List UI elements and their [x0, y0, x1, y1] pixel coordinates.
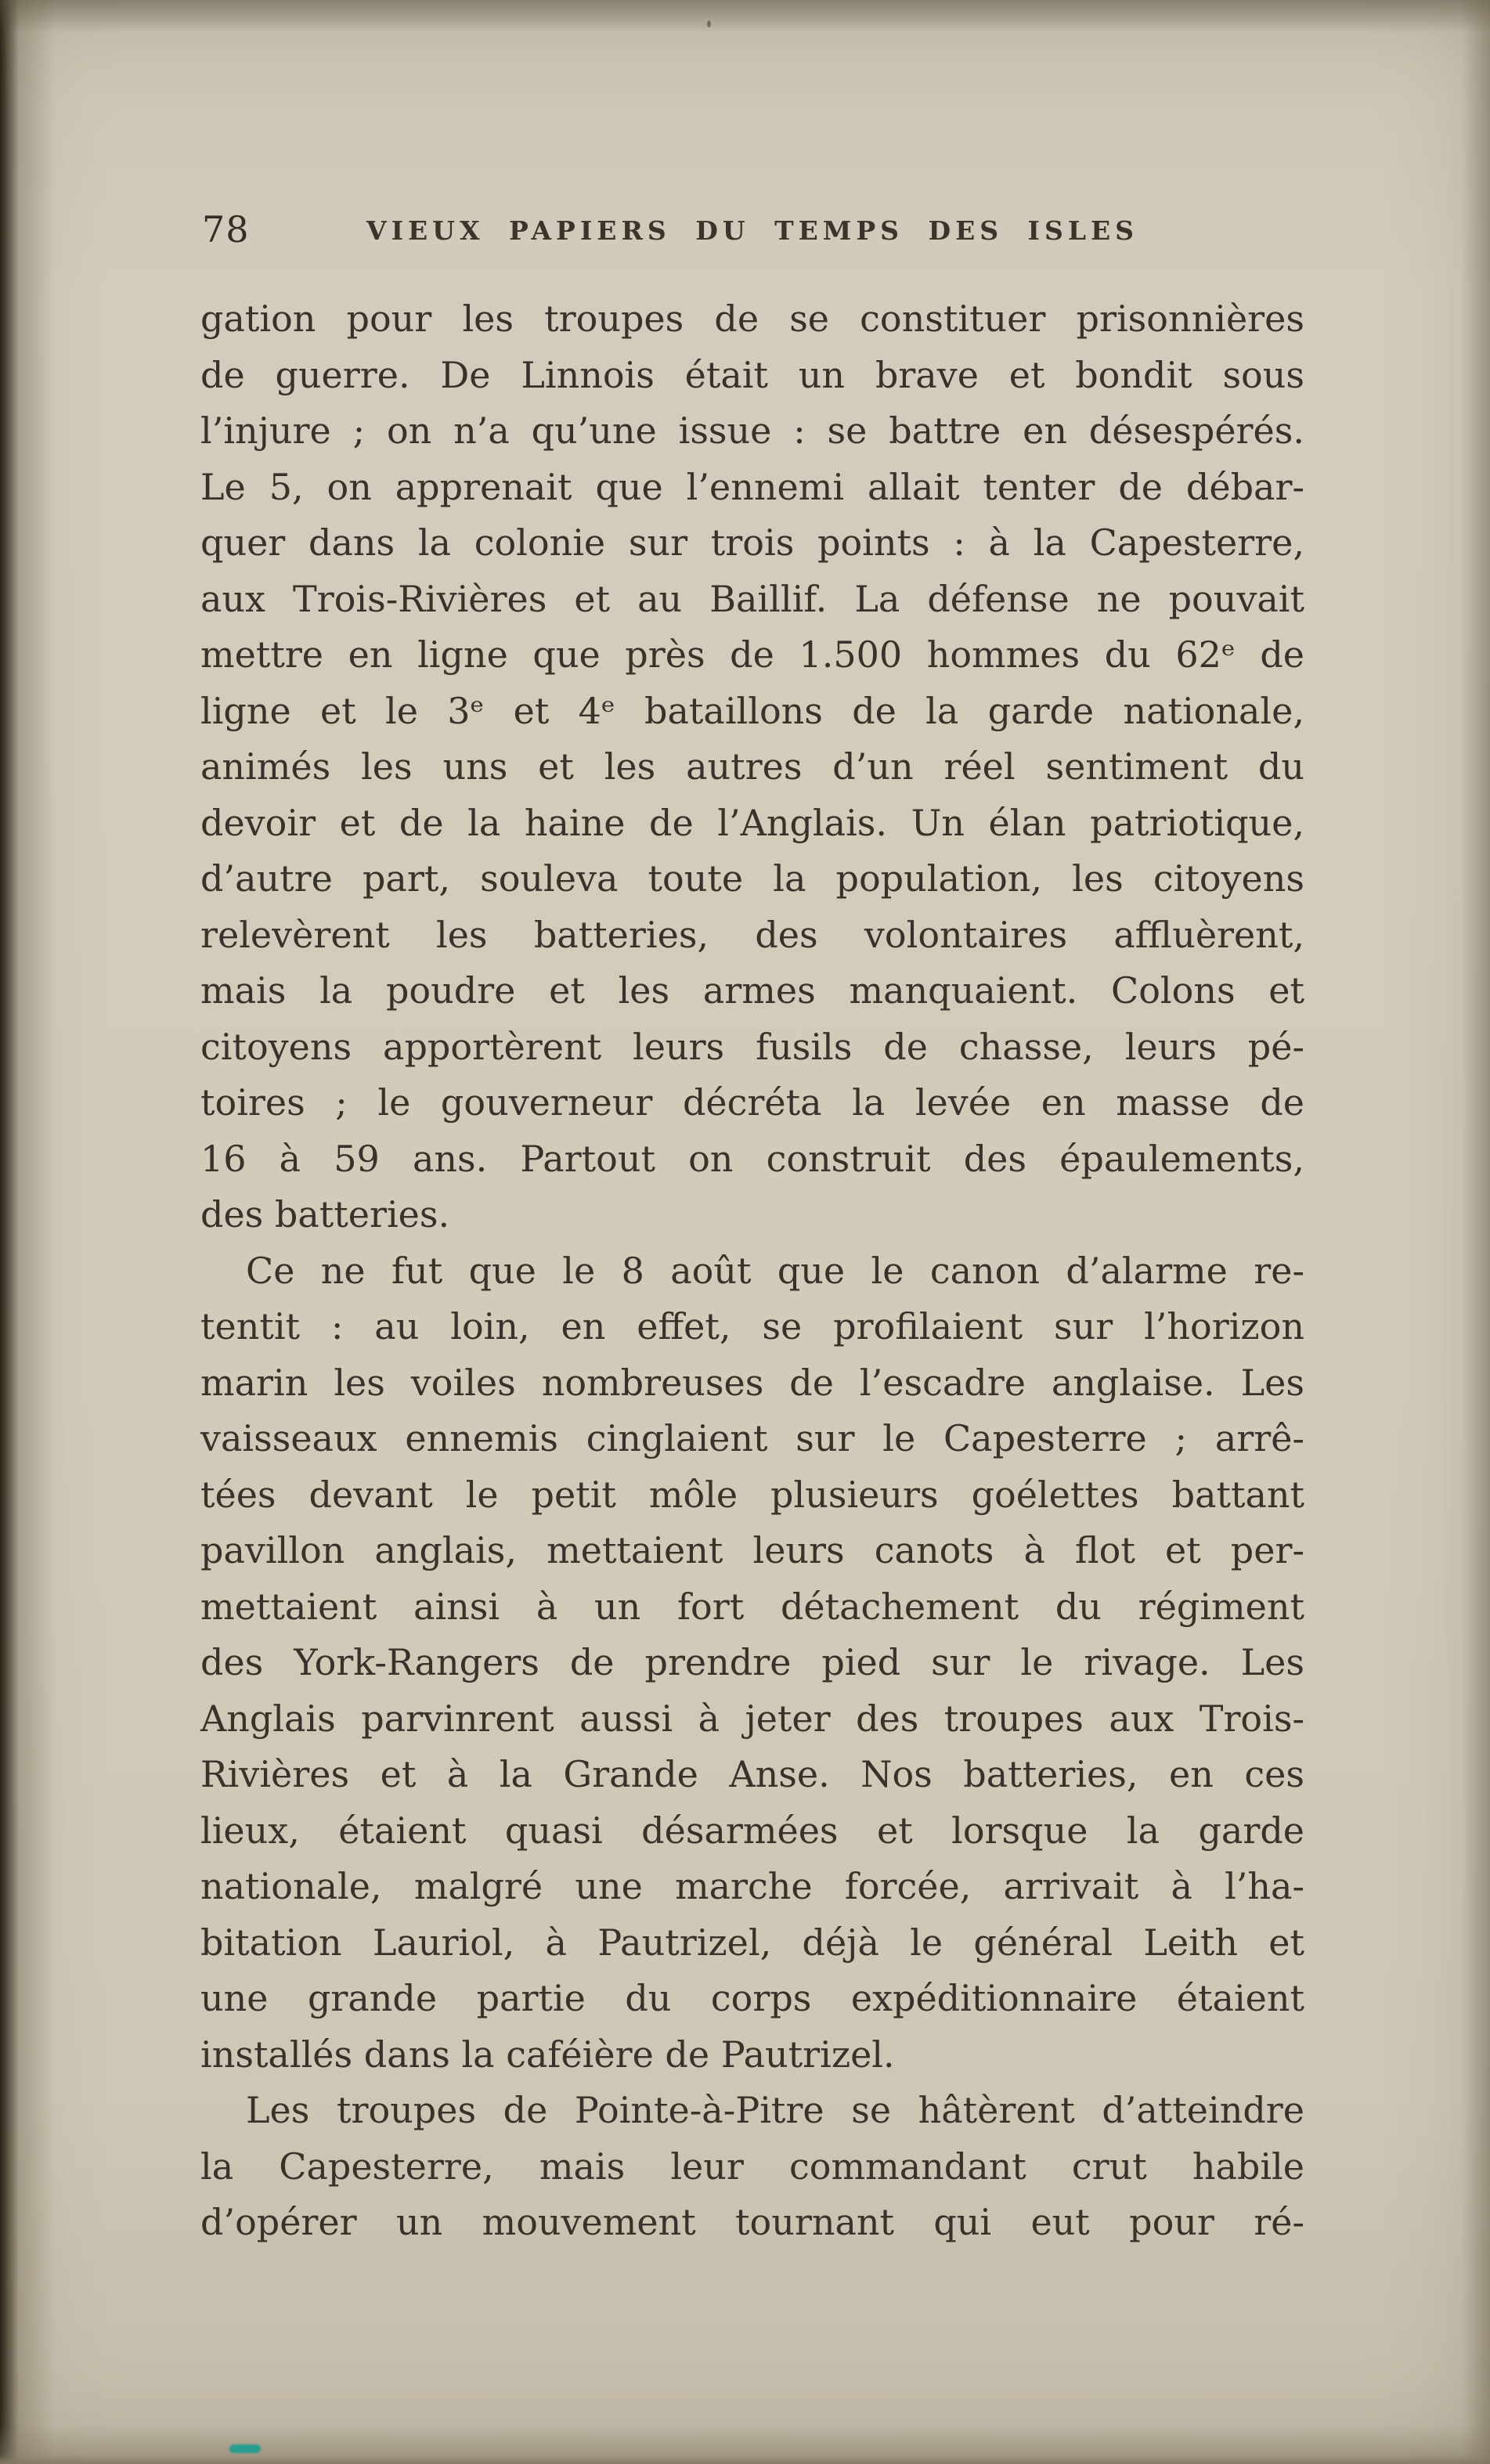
text-line: des batteries.	[200, 1193, 450, 1236]
text-line: Rivières et à la Grande Anse. Nos batteries, en ces	[200, 1753, 1304, 1795]
text-line: mais la poudre et les armes manquaient. Colons et	[200, 969, 1304, 1012]
text-line: aux Trois-Rivières et au Baillif. La défense ne pouvait	[200, 577, 1304, 620]
text-line: Le 5, on apprenait que l’ennemi allait tenter de débar-	[200, 465, 1304, 508]
text-line: une grande partie du corps expéditionnaire étaient	[200, 1977, 1304, 2019]
text-line: tées devant le petit môle plusieurs goélettes battant	[200, 1473, 1304, 1516]
text-line: pavillon anglais, mettaient leurs canots à flot et per-	[200, 1529, 1304, 1571]
text-line: vaisseaux ennemis cinglaient sur le Capesterre ; arrê-	[200, 1417, 1304, 1459]
text-line: devoir et de la haine de l’Anglais. Un élan patriotique,	[200, 801, 1304, 844]
text-line: tentit : au loin, en effet, se profilaient sur l’horizon	[200, 1305, 1304, 1347]
text-line: installés dans la caféière de Pautrizel.	[200, 2033, 895, 2076]
text-line: mettre en ligne que près de 1.500 hommes du 62ᵉ de	[200, 633, 1304, 676]
page-top-shadow	[0, 0, 1490, 33]
page-header	[200, 208, 1304, 258]
text-line: animés les uns et les autres d’un réel sentiment du	[200, 745, 1304, 788]
text-line: d’autre part, souleva toute la population, les citoyens	[200, 857, 1304, 900]
text-line: de guerre. De Linnois était un brave et bondit sous	[200, 353, 1304, 396]
text-line: marin les voiles nombreuses de l’escadre anglaise. Les	[200, 1361, 1304, 1404]
text-line: ligne et le 3ᵉ et 4ᵉ bataillons de la garde nationale,	[200, 689, 1304, 732]
page-number: 78	[202, 208, 250, 251]
text-line: 16 à 59 ans. Partout on construit des épaulements,	[200, 1137, 1304, 1180]
text-line: Les troupes de Pointe-à-Pitre se hâtèrent d’atteindre	[246, 2089, 1304, 2131]
text-line: nationale, malgré une marche forcée, arrivait à l’ha-	[200, 1865, 1304, 1907]
text-line: d’opérer un mouvement tournant qui eut pour ré-	[200, 2201, 1304, 2243]
text-line: lieux, étaient quasi désarmées et lorsque la garde	[200, 1809, 1304, 1852]
text-line: la Capesterre, mais leur commandant crut habile	[200, 2145, 1304, 2188]
text-line: citoyens apportèrent leurs fusils de chasse, leurs pé-	[200, 1025, 1304, 1068]
text-line: mettaient ainsi à un fort détachement du régiment	[200, 1585, 1304, 1628]
page-right-shadow	[1462, 0, 1490, 2464]
text-line: gation pour les troupes de se constituer prisonnières	[200, 298, 1304, 340]
running-header: VIEUX PAPIERS DU TEMPS DES ISLES	[366, 215, 1139, 246]
text-line: des York-Rangers de prendre pied sur le rivage. Les	[200, 1641, 1304, 1683]
text-line: quer dans la colonie sur trois points : à la Capesterre,	[200, 521, 1304, 564]
text-block	[200, 291, 1304, 2251]
text-line: toires ; le gouverneur décréta la levée en masse de	[200, 1081, 1304, 1124]
paper-speck	[707, 20, 711, 27]
page-gutter-shadow	[0, 0, 55, 2464]
ink-mark	[229, 2444, 261, 2453]
text-line: relevèrent les batteries, des volontaires affluèrent,	[200, 913, 1304, 956]
page-bottom-shadow	[0, 2425, 1490, 2464]
text-line: Anglais parvinrent aussi à jeter des troupes aux Trois-	[200, 1697, 1304, 1740]
text-line: Ce ne fut que le 8 août que le canon d’alarme re-	[246, 1249, 1304, 1292]
text-line: bitation Lauriol, à Pautrizel, déjà le général Leith et	[200, 1921, 1304, 1964]
text-line: l’injure ; on n’a qu’une issue : se battre en désespérés.	[200, 409, 1304, 452]
